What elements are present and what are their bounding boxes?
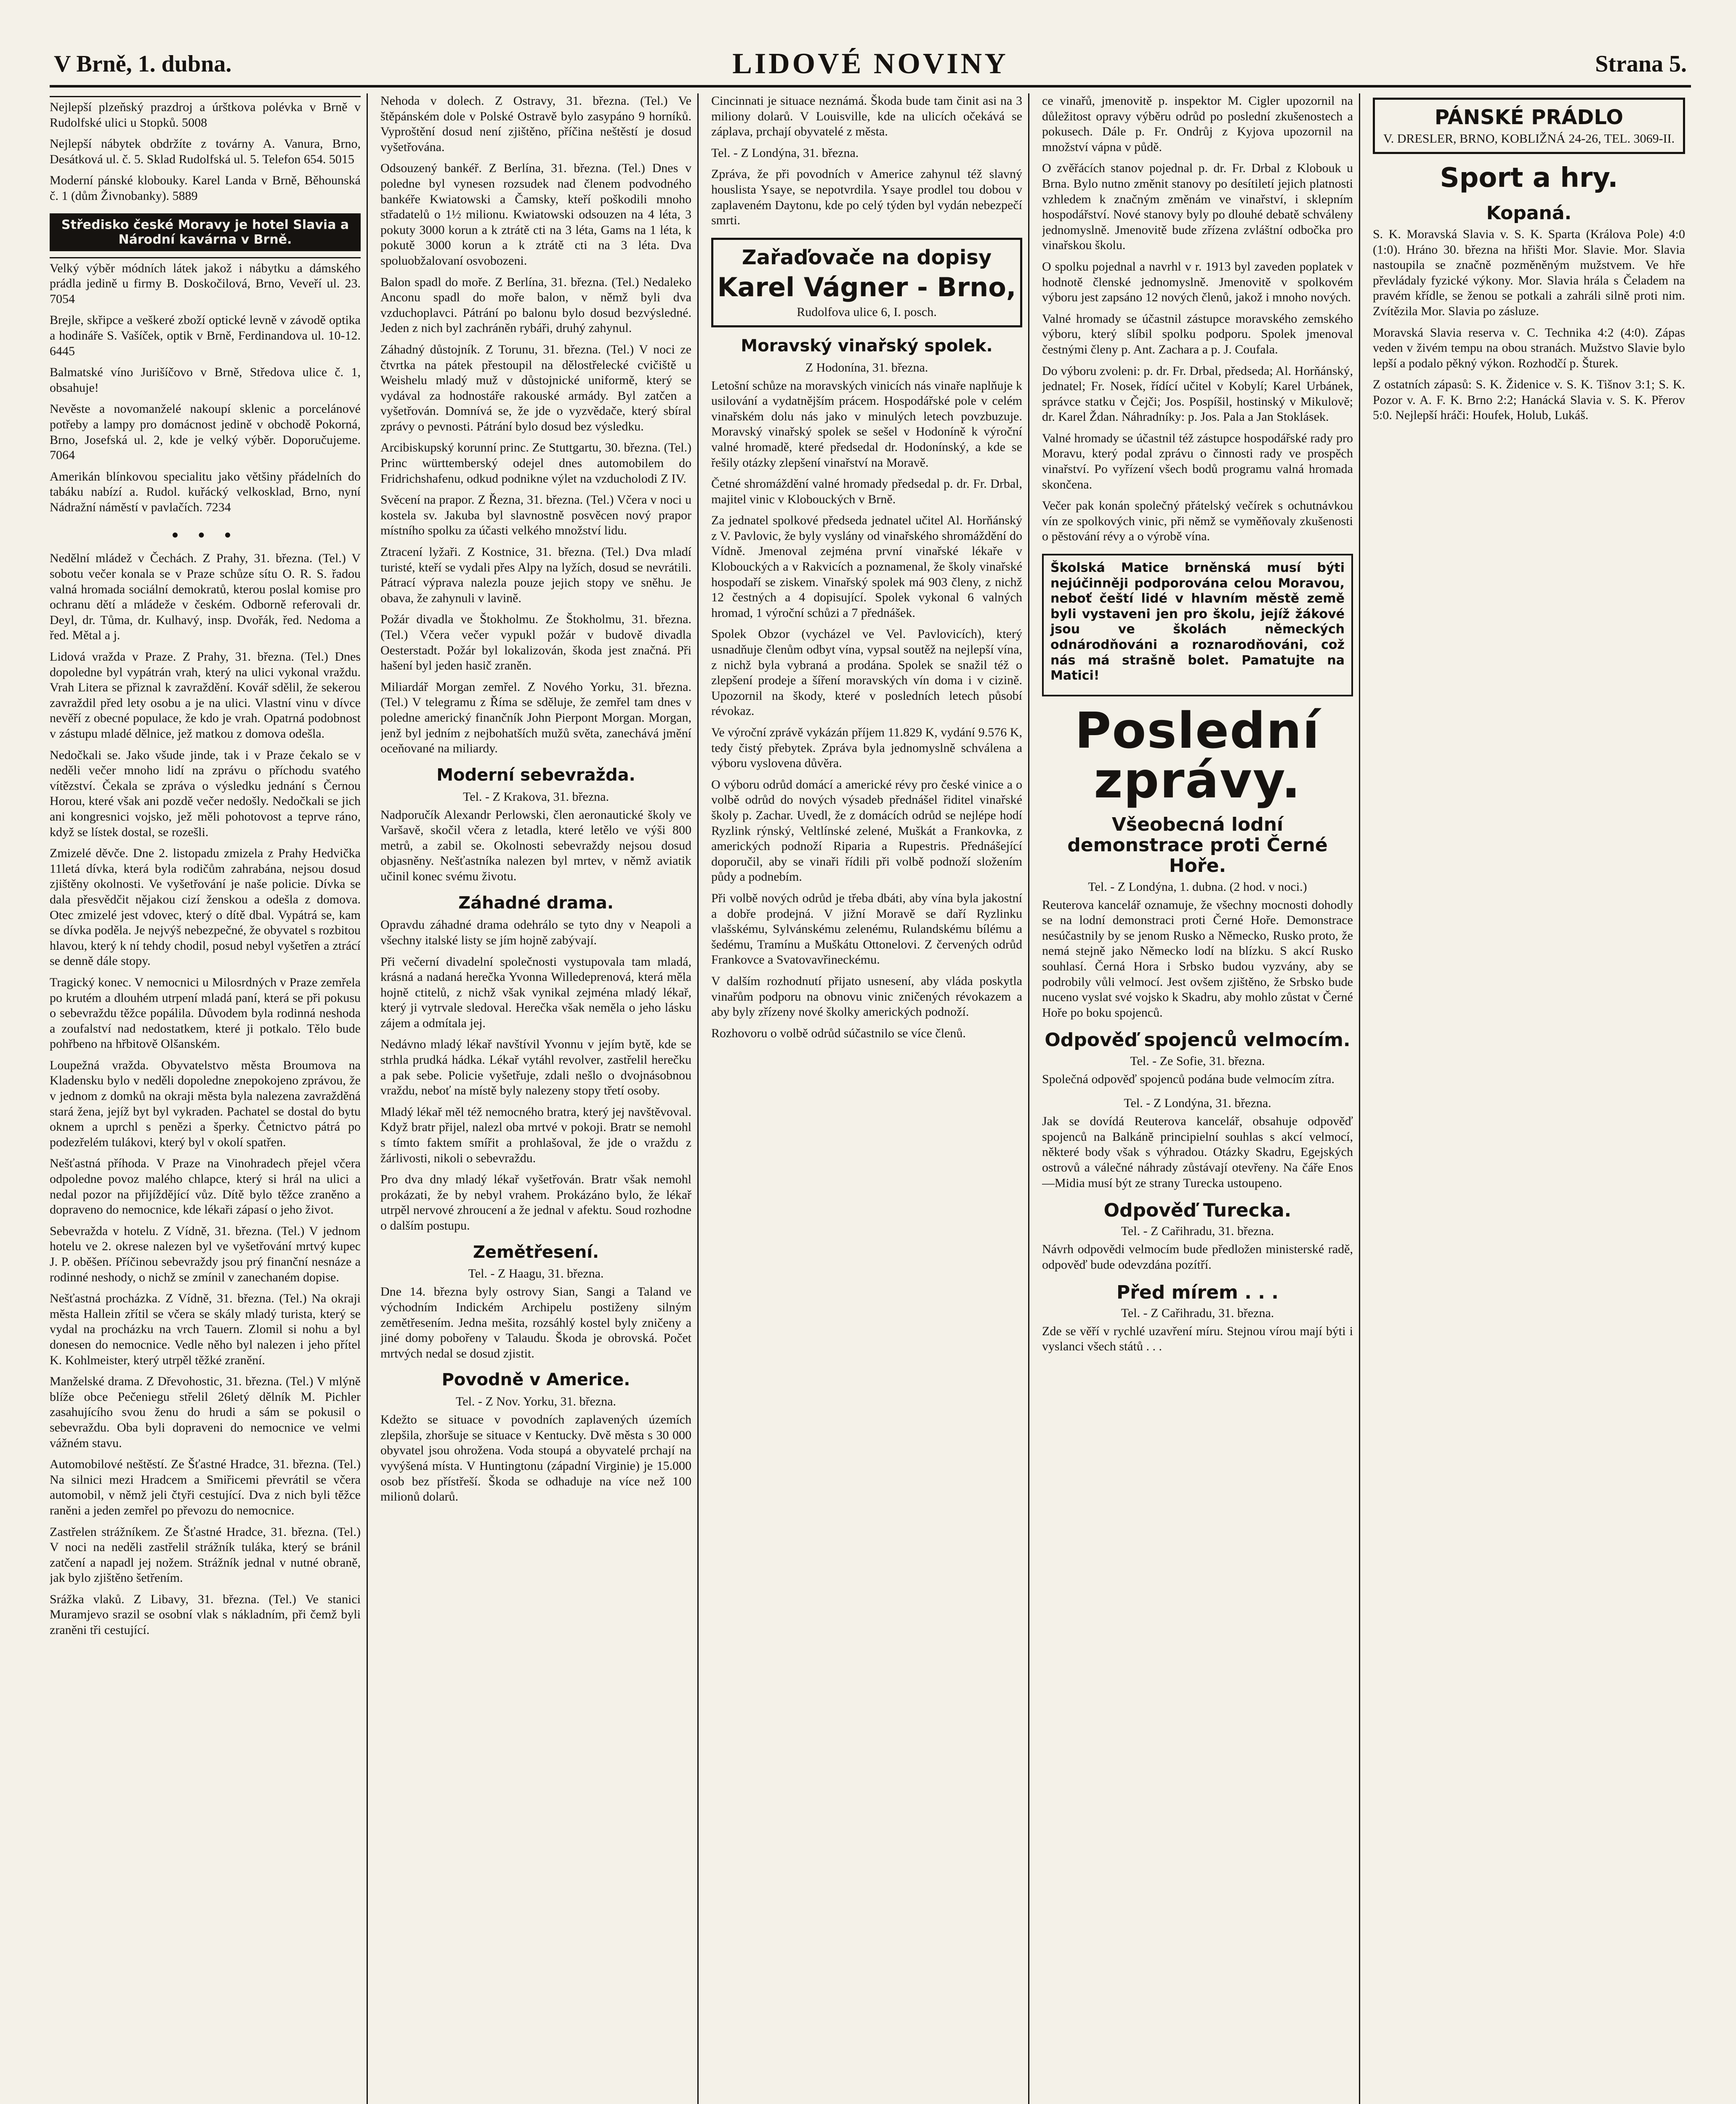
article-paragraph: Ztracení lyžaři. Z Kostnice, 31. března. (Tel.) Dva mladí turisté, kteří se vydali přes Alpy na lyžích, dosud se nevrátili. Pátrací výprava nalezla pouze jejich stopy ve sněhu. Je obava, že zahynuli v lavině. xyxy=(380,545,691,605)
article-dateline: Tel. - Z Londýna, 31. března. xyxy=(1124,1096,1271,1110)
ad-address: V. DRESLER, BRNO, KOBLIŽNÁ 24-26, TEL. 3069-II. xyxy=(1383,132,1675,146)
article-paragraph: Zde se věří v rychlé uzavření míru. Stejnou vírou mají býti i vyslanci všech států . . . xyxy=(1042,1324,1353,1354)
article-headline: Zemětřesení. xyxy=(473,1242,599,1262)
article-subheadline: Odpověď spojenců velmocím. xyxy=(1045,1029,1351,1051)
article-dateline: Z Hodonína, 31. března. xyxy=(805,360,928,375)
article-paragraph: Loupežná vražda. Obyvatelstvo města Broumova na Kladensku bylo v neděli dopoledne znepokojeno zprávou, že v jednom z domků na okraji města byla nalezena zavražděná stará žena, jejíž byt byl vykraden. Pachatel se dostal do bytu oknem a uprchl s penězi a šperky. Četnictvo pátrá po podezřelém tulákovi, který byl v okolí spatřen. xyxy=(50,1058,361,1149)
article-headline: Moderní sebevražda. xyxy=(436,765,635,785)
article-paragraph: Amerikán blínkovou specialitu jako většiny přádelních do tabáku nabízí a. Rudol. kuřácký velkosklad, Brno, nyní Nádražní náměstí v pavlačích. 7234 xyxy=(50,469,361,514)
ad-address: Rudolfova ulice 6, I. posch. xyxy=(797,305,937,319)
article-paragraph: Při volbě nových odrůd je třeba dbáti, aby vína byla jakostní a dobře prodejná. V jižní Moravě se daří Ryzlinku vlašskému, Sylvánskému zelenému, Rulandskému bílému a šedému, Tramínu a Muškátu Ottonelovi. Z červených odrůd Frankovce a Svatovavřineckému. xyxy=(711,891,1022,967)
article-paragraph: Velký výběr módních látek jakož i nábytku a dámského prádla jedině u firmy B. Doskočilová, Brno, Veveří ul. 23. 7054 xyxy=(50,261,361,306)
article xyxy=(50,551,361,1638)
article-paragraph: Do výboru zvoleni: p. dr. Fr. Drbal, předseda; Al. Horňánský, jednatel; Fr. Nosek, řídící učitel v Kobylí; Karel Urbánek, správce statku v Čejči; Jos. Pospíšil, hostinský v Mikulově; dr. Karel Ždan. Náhradníky: p. Jos. Pala a Jan Stoklásek. xyxy=(1042,364,1353,424)
article-paragraph: Moderní pánské klobouky. Karel Landa v Brně, Běhounská č. 1 (dům Živnobanky). 5889 xyxy=(50,173,361,203)
page-number: Strana 5. xyxy=(1595,51,1687,77)
article-dateline: Tel. - Z Cařihradu, 31. března. xyxy=(1121,1306,1274,1320)
article-paragraph: Večer pak konán společný přátelský večírek s ochutnávkou vín ze spolkových vinic, při němž se vyměňovaly zkušenosti o pěstování révy a o výrobě vína. xyxy=(1042,499,1353,544)
article-paragraph: Pro dva dny mladý lékař vyšetřován. Bratr však nemohl prokázati, že by nebyl vrahem. Prokázáno bylo, že lékař utrpěl nervové zhroucení a že jednal v afektu. Soud rozhodne o dalším postupu. xyxy=(380,1172,691,1233)
article-paragraph: ce vinařů, jmenovitě p. inspektor M. Cigler upozornil na důležitost opravy výběru odrůd po poslední zkušenostech a pokusech. Dále p. Fr. Ondrůj z Kyjova upozornil na množství vápna v půdě. xyxy=(1042,94,1353,154)
article xyxy=(380,766,691,885)
column-3 xyxy=(711,93,1029,2104)
article-dateline: Tel. - Ze Sofie, 31. března. xyxy=(1130,1054,1265,1068)
header-dateline: V Brně, 1. dubna. xyxy=(54,51,232,77)
article-dateline: Tel. - Z Krakova, 31. března. xyxy=(463,789,609,804)
article xyxy=(1042,1030,1353,1087)
article-paragraph: Srážka vlaků. Z Libavy, 31. března. (Tel.) Ve stanici Muramjevo srazil se osobní vlak s nákladním, při čemž byli zraněni tři cestující. xyxy=(50,1592,361,1637)
article-paragraph: Z ostatních zápasů: S. K. Židenice v. S. K. Tišnov 3:1; S. K. Pozor v. A. F. K. Brno 2:2; Hanácká Slavia v. S. K. Přerov 5:0. Nejlepší hráči: Houfek, Holub, Lukáš. xyxy=(1373,377,1685,422)
article-paragraph: Moravská Slavia reserva v. C. Technika 4:2 (4:0). Zápas veden v živém tempu na obou stranách. Mužstvo Slavie bylo lepší a podalo pěkný výkon. Rozhodčí p. Šturek. xyxy=(1373,325,1685,370)
article-paragraph: Jak se dovídá Reuterova kancelář, obsahuje odpověď spojenců na Balkáně principielní souhlas s akcí velmocí, některé body však s výhradou. Otázky Skadru, Egejských ostrovů a válečné náhrady zůstávají otevřeny. Na čáře Enos—Midia musí být ze strany Turecka ustoupeno. xyxy=(1042,1114,1353,1190)
article-subheadline: Všeobecná lodní demonstrace proti Černé Hoře. xyxy=(1067,813,1328,877)
article xyxy=(380,1371,691,1504)
article xyxy=(380,93,691,757)
article-paragraph: Požár divadla ve Štokholmu. Ze Štokholmu, 31. března. (Tel.) Včera večer vypukl požár v budově divadla Oesterstadt. Požár byl lokalizován, škoda jest značná. Při hašení byl jeden hasič zraněn. xyxy=(380,612,691,673)
article-paragraph: Nejlepší nábytek obdržíte z továrny A. Vanura, Brno, Desátková ul. č. 5. Sklad Rudolfská ul. 5. Telefon 654. 5015 xyxy=(50,137,361,166)
article-paragraph: Mladý lékař měl též nemocného bratra, který jej navštěvoval. Když bratr přijel, nalezl oba mrtvé v pokoji. Bratr se nemohl s tímto faktem smířit a prohlašoval, že jde o vraždu z žárlivosti, nikoli o sebevraždu. xyxy=(380,1105,691,1165)
article-paragraph: Nešťastná procházka. Z Vídně, 31. března. (Tel.) Na okraji města Hallein zřítil se včera se skály mladý turista, který se vydal na procházku na vrch Tauern. Zlomil si nohu a byl donesen do nemocnice. Vedle něho byl nalezen i jeho přítel K. Kohlmeister, který utrpěl těžké zranění. xyxy=(50,1291,361,1367)
article-subheadline: Kopaná. xyxy=(1486,202,1572,224)
article-paragraph: O spolku pojednal a navrhl v r. 1913 byl zaveden poplatek v hodnotě členské jednomyslně. Jmenovitě v spolkovém výboru jest zapsáno 12 nových členů, jakož i mnoho nových. xyxy=(1042,259,1353,305)
article-paragraph: Nehoda v dolech. Z Ostravy, 31. března. (Tel.) Ve štěpánském dole v Polské Ostravě bylo zasypáno 9 horníků. Vyproštění dosud není zjištěno, příčina neštěstí je dosud vyšetřována. xyxy=(380,94,691,154)
article-subheadline: Odpověď Turecka. xyxy=(1103,1200,1292,1222)
article xyxy=(1373,163,1685,194)
article-paragraph: Nedočkali se. Jako všude jinde, tak i v Praze čekalo se v neděli večer mnoho lidí na zprávu o příchodu svatého vítězství. Čekala se zpráva o výsledku jednání s Černou Horou, které však ani pozdě večer nedošly. Nedočkali se jich ani kongresnici vojsko, jež měli pohotovost a teprve ráno, když se lístek dostal, se rozešli. xyxy=(50,748,361,839)
article-dateline: Tel. - Z Haagu, 31. března. xyxy=(468,1267,604,1281)
article-paragraph: Brejle, skřipce a veškeré zboží optické levně v závodě optika a hodináře S. Vašíček, optik v Brně, Ferdinandova ul. 10-12. 6445 xyxy=(50,313,361,358)
article-paragraph: Valné hromady se účastnil zástupce moravského zemského výboru, který slíbil spolku podporu. Spolek jmenoval čestnými členy p. Ant. Zachara a p. J. Coufala. xyxy=(1042,311,1353,356)
appeal-notice xyxy=(1042,554,1353,696)
classified-ads xyxy=(50,257,361,515)
article-paragraph: Miliardář Morgan zemřel. Z Nového Yorku, 31. března. (Tel.) V telegramu z Říma se sděluje, že zemřel tam dnes v poledne americký finančník John Pierpont Morgan. Morgan, jenž byl jedním z nejbohatších mužů světa, zanechává jmění oceňované na miliardy. xyxy=(380,680,691,756)
article-headline: Povodně v Americe. xyxy=(441,1370,630,1390)
article-paragraph: Balon spadl do moře. Z Berlína, 31. března. (Tel.) Nedaleko Anconu spadl do moře balon, v němž byli dva vzduchoplavci. Pátrání po balonu bylo dosud bezvýsledné. Jeden z nich byl zachráněn rybáři, druhý zahynul. xyxy=(380,275,691,335)
article-paragraph: Svěcení na prapor. Z Řezna, 31. března. (Tel.) Včera v noci u kostela sv. Jakuba byl slavnostně posvěcen nový prapor místního spolku za účasti velkého množství lidu. xyxy=(380,493,691,538)
article-paragraph: Lidová vražda v Praze. Z Prahy, 31. března. (Tel.) Dnes dopoledne byl vypátrán vrah, který na ulici vykonal vraždu. Vrah Litera se přiznal k zavraždění. Kovář sdělil, že sekerou zavraždil před lety osobu a je na ulici. Vlastní vinu v dívce nevěří z obecné populace, že kdo je vrah. Opatrná podobnost v zástupu mladé dělnice, jež matkou z domova odešla. xyxy=(50,650,361,741)
article-paragraph: Četné shromáždění valné hromady předsedal p. dr. Fr. Drbal, majitel vinic v Klobouckých v Brně. xyxy=(711,477,1022,506)
article-paragraph: Tel. - Z Londýna, 31. března. xyxy=(711,146,859,160)
article-columns xyxy=(50,93,1691,2104)
article-paragraph: Spolek Obzor (vycházel ve Vel. Pavlovicích), který usnadňuje členům odbyt vína, vypsal soutěž na nejlepší vína, z nichž byla vybraná a prodána. Spolek se snažil též o zlepšení prodeje a šíření moravských vín doma i v cizině. Upozornil na škody, které v posledních letech působí révokaz. xyxy=(711,627,1022,718)
article xyxy=(380,1243,691,1362)
advertisement-banner: Středisko české Moravy je hotel Slavia a Národní kavárna v Brně. xyxy=(50,213,361,251)
article-paragraph: Školská Matice brněnská musí býti nejúčinněji podporována celou Moravou, neboť čeští lidé v hlavním městě země byli vystaveni jen pro školu, jejíž žákové jsou ve školách německých odnárodňováni a roznarodňováni, což nás má strašně bolet. Pamatujte na Matici! xyxy=(1050,561,1345,683)
classified-ads xyxy=(50,96,361,204)
article-paragraph: Nešťastná příhoda. V Praze na Vinohradech přejel včera odpoledne povoz malého chlapce, který si hrál na ulici a nedal pozor na přijíždějící vůz. Dítě bylo těžce zraněno a dopraveno do nemocnice, kde lékaři zápasí o jeho život. xyxy=(50,1156,361,1217)
article xyxy=(1042,701,1353,809)
article-headline: Sport a hry. xyxy=(1440,162,1618,194)
article-subheadline: Před mírem . . . xyxy=(1116,1281,1279,1303)
article-headline: Poslední zprávy. xyxy=(1074,701,1321,809)
article xyxy=(1042,93,1353,545)
article-paragraph: Opravdu záhadné drama odehrálo se tyto dny v Neapoli a všechny italské listy se jím hojně zabývají. xyxy=(380,918,691,947)
article-paragraph: Odsouzený bankéř. Z Berlína, 31. března. (Tel.) Dnes v poledne byl vynesen rozsudek nad členem podvodného bankéře Kwiatowski a Čamsky, kteří poškodili mnoho střadatelů o 1½ milionu. Kwiatowski odsouzen na 4 léta, 3 pokuty 3000 korun a k ztrátě cti na 3 léta, Gams na 1 léta, k pokutě 3000 korun a k ztrátě cti na 3 léta. Dva spoluobžalovaní osvobozeni. xyxy=(380,161,691,268)
column-1 xyxy=(50,93,368,2104)
article-dateline: Tel. - Z Londýna, 1. dubna. (2 hod. v noci.) xyxy=(1088,879,1307,894)
article-paragraph: Nejlepší plzeňský prazdroj a úrštkova polévka v Brně v Rudolfské ulici u Stopků. 5008 xyxy=(50,100,361,130)
article-paragraph: Ve výroční zprávě vykázán příjem 11.829 K, vydání 9.576 K, tedy čistý přebytek. Zpráva byla jednomyslně schválena a výboru vyslovena důvěra. xyxy=(711,725,1022,770)
article-dateline: Tel. - Z Nov. Yorku, 31. března. xyxy=(456,1395,616,1409)
page-header xyxy=(50,47,1691,88)
article xyxy=(1042,1200,1353,1272)
article-paragraph: Společná odpověď spojenců podána bude velmocím zítra. xyxy=(1042,1072,1335,1086)
article-headline: Moravský vinařský spolek. xyxy=(741,336,993,356)
article-paragraph: Kdežto se situace v povodních zaplavených územích zlepšila, zhoršuje se situace v Kentucky. Dvě města s 30 000 obyvatel jsou ohrožena. Voda stoupá a obyvatelé prchají na vyvýšená místa. V Huntingtonu (západní Virginie) je 15.000 osob bez přístřeší. Škoda se odhaduje na více než 100 milionů dolarů. xyxy=(380,1413,691,1504)
article xyxy=(1042,814,1353,1021)
article-headline: Záhadné drama. xyxy=(458,893,614,913)
article-paragraph: Valné hromady se účastnil též zástupce hospodářské rady pro Moravu, který podal zprávu o činnosti rady ve prospěch vinařství. Po vyřízení všech bodů programu valná hromada skončena. xyxy=(1042,431,1353,491)
article-paragraph: Automobilové neštěstí. Ze Šťastné Hradce, 31. března. (Tel.) Na silnici mezi Hradcem a Smiřicemi převrátil se včera automobil, v němž jeli čtyři cestující. Dva z nich byli těžce raněni a jeden zemřel po převozu do nemocnice. xyxy=(50,1457,361,1517)
advertisement xyxy=(1373,98,1685,154)
article xyxy=(711,93,1022,228)
article-paragraph: O výboru odrůd domácí a americké révy pro české vinice a o volbě odrůd do nových výsadeb přednášel řiditel vinařské školy p. Zachar. Uvedl, že z domácích odrůd se nejlépe hodí Ryzlink rýnský, Veltlínské zelené, Muškát a Frankovka, z amerických podnoží Riparia a Rupestris. Přednášející doporučil, aby se vinaři řídili při volbě podnoží složením půdy a podnebím. xyxy=(711,777,1022,884)
advertisement xyxy=(711,238,1022,327)
column-2 xyxy=(380,93,699,2104)
article xyxy=(1042,1096,1353,1191)
article-paragraph: Zastřelen strážníkem. Ze Šťastné Hradce, 31. března. (Tel.) V noci na neděli zastřelil strážník tuláka, který se bránil zatčení a napadl jej nožem. Strážník jednal v nutné obraně, jak bylo zjištěno šetřením. xyxy=(50,1525,361,1585)
ad-headline: Zařaďovače na dopisy xyxy=(742,245,992,269)
article xyxy=(1042,1282,1353,1355)
article-paragraph: Manželské drama. Z Dřevohostic, 31. března. (Tel.) V mlýně blíže obce Pečeniegu střelil 26letý dělník M. Pichler zasahujícího svou ženu do hrudi a sám se pokusil o sebevraždu. Oba byli dopraveni do nemocnice ve velmi vážném stavu. xyxy=(50,1374,361,1450)
article-paragraph: S. K. Moravská Slavia v. S. K. Sparta (Králova Pole) 4:0 (1:0). Hráno 30. března na hřišti Mor. Slavie. Mor. Slavia nastoupila se značně pozměněným mužstvem. Ve hře převládaly fyzické výkony. Mor. Slavia hrála s Čeladem na pravém křídle, se ženou se potkali a zahráli silně proti nim. Zvítězila Mor. Slavia po zásluze. xyxy=(1373,227,1685,318)
article-paragraph: Nadporučík Alexandr Perlowski, člen aeronautické školy ve Varšavě, skočil včera z letadla, které letělo ve výši 800 metrů, a zabil se. Okolnosti sebevraždy nejsou dosud objasněny. Nešťastníka nalezen byl mrtev, v němž aviatik učinil konec svému životu. xyxy=(380,808,691,883)
ad-company: Karel Vágner - Brno, xyxy=(717,271,1016,303)
article-paragraph: Balmatské víno Jurišíčovo v Brně, Středova ulice č. 1, obsahuje! xyxy=(50,365,361,395)
article-paragraph: Letošní schůze na moravských vinicích nás vinaře naplňuje k usilování a vydatnějším prácem. Hospodářské pole v celém vinařském dolu nás jako v minulých letech povzbuzuje. Moravský vinařský spolek se sešel v Hodoníně k výroční valné hromadě, které předsedal dr. Hodonínský, a kde se řešily otázky zlepšení vinařství na Moravě. xyxy=(711,378,1022,470)
article-paragraph: Záhadný důstojník. Z Torunu, 31. března. (Tel.) V noci ze čtvrtka na pátek přestoupil na dělostřelecké cvičiště u Weishelu mladý muž v důstojnické uniformě, který se vydával za hodnostáře rakouské armády. Byl zatčen a vyšetřován. Domnívá se, že jde o vyzvědače, který sbíral zprávy o pevnosti. Pátrání bylo dosud bez výsledku. xyxy=(380,342,691,433)
article-paragraph: Arcibiskupský korunní princ. Ze Stuttgartu, 30. března. (Tel.) Princ württemberský odejel dnes automobilem do Fridrichshafenu, odkud podnikne výlet na vzducholodi Z IV. xyxy=(380,441,691,486)
article-paragraph: Při večerní divadelní společnosti vystupovala tam mladá, krásná a nadaná herečka Yvonna Willedeprenová, která měla hojně ctitelů, z nichž však vynikal zejména mladý lékař, který ji vytrvale sledoval. Herečka však neměla o jeho lásku zájem a odmítala jej. xyxy=(380,954,691,1030)
article-paragraph: Cincinnati je situace neznámá. Škoda bude tam činit asi na 3 miliony dolarů. V Louisville, kde na ulicích očekává se záplava, prchají obyvatelé z města. xyxy=(711,94,1022,139)
article-paragraph: Rozhovoru o volbě odrůd súčastnilo se více členů. xyxy=(711,1026,966,1040)
article-dateline: Tel. - Z Cařihradu, 31. března. xyxy=(1121,1224,1274,1238)
article xyxy=(711,337,1022,1041)
article-paragraph: O zvěřácích stanov pojednal p. dr. Fr. Drbal z Klobouk u Brna. Bylo nutno změnit stanovy po desítiletí jejich platnosti vzhledem k značným změnám ve vinařství, i sklepním hospodářství. Nové stanovy byly po dlouhé debatě schváleny jednomyslně. Jmenovitě bude zřízena zvláštní odbočka pro vinařskou školu. xyxy=(1042,161,1353,252)
article-paragraph: Zpráva, že při povodních v Americe zahynul též slavný houslista Ysaye, se nepotvrdila. Ysaye prodlel tou dobou v zaplaveném Daytonu, kde po celý týden byl vydán nebezpečí smrti. xyxy=(711,167,1022,228)
article-paragraph: Nevěste a novomanželé nakoupí sklenic a porcelánové potřeby a lampy pro domácnost jedině v obchodě Pokorná, Brno, Josefská ul. 2, kde je velký výběr. Doporučujeme. 7064 xyxy=(50,402,361,462)
article-paragraph: Nedělní mládež v Čechách. Z Prahy, 31. března. (Tel.) V sobotu večer konala se v Praze schůze sítu O. R. S. řadou valná hromada sociální demokratů, kterou poslal komise pro ochranu dětí a mládeže v českém. Odborně referovali dr. Deyl, dr. Tůma, dr. Kulhavý, insp. Dvořák, řed. Nedoma a řed. Mětal a j. xyxy=(50,551,361,643)
article-paragraph: V dalším rozhodnutí přijato usnesení, aby vláda poskytla vinařům podporu na obnovu vinic zničených révokazem a aby byly zřízeny nové školky amerických podnoží. xyxy=(711,974,1022,1019)
article-paragraph: Za jednatel spolkové předseda jednatel učitel Al. Horňánský z V. Pavlovic, že byly vyslány od vinařského shromáždění do Vídně. Jmenoval zejména první vinařské lékaře v Klobouckých a v Rakvicích a poznamenal, že školy vinařské hospodaří se ziskem. Vinařský spolek má 903 členy, z nichž 12 čestných a 4 dopisující. Spolek vykonal 6 valných hromad, 1 výroční schůzi a 7 přednášek. xyxy=(711,513,1022,620)
article xyxy=(380,894,691,1234)
column-4 xyxy=(1042,93,1360,2104)
article-paragraph: Reuterova kancelář oznamuje, že všechny mocnosti dohodly se na lodní demonstraci proti Černé Hoře. Demonstrace nesúčastnily by se jenom Rusko a Německo, Rusko proto, že nemá stejně jako Německo lodí na blízku. S akcí Rusko souhlasí. Černá Hora i Srbsko budou vyzvány, aby se podrobily vůli velmocí. Jest ovšem zjištěno, že Srbsko bude nuceno vyslat své vojsko k Skadru, aby mohlo zůstat v Černé Hoře po boku spojenců. xyxy=(1042,898,1353,1020)
article-paragraph: Nedávno mladý lékař navštívil Yvonnu v jejím bytě, kde se strhla prudká hádka. Lékař vytáhl revolver, zastřelil herečku a pak sebe. Policie vyšetřuje, zdali nešlo o dvojnásobnou vraždu, neboť na místě byly nalezeny stopy třetí osoby. xyxy=(380,1037,691,1098)
column-5 xyxy=(1373,93,1691,2104)
article-paragraph: Zmizelé děvče. Dne 2. listopadu zmizela z Prahy Hedvička 11letá dívka, která byla rodičům zahrabána, nejsou dosud zjištěny okolnosti. Ve vyšetřování je naše policie. Dívka se dala přesvědčit nějakou cizí ženskou a odešla z domova. Otec zmizelé jest vdovec, který o dítě dbal. Vypátrá se, kam se dívka poděla. Je nejvýš nebezpečné, že obyvatel s rozbitou hlavou, který k ní tehdy chodil, posud nebyl vyšetřen a ztrácí se denně dále stopy. xyxy=(50,846,361,968)
masthead: LIDOVÉ NOVINY xyxy=(732,48,1008,80)
article-paragraph: Dne 14. března byly ostrovy Sian, Sangi a Taland ve východním Indickém Archipelu postiženy silným zemětřesením. Jedna mešita, rozsáhlý kostel byly zničeny a jiné domy pobořeny v Talaudu. Škoda je obrovská. Počet mrtvých nedal se dosud zjistit. xyxy=(380,1285,691,1360)
ad-headline: PÁNSKÉ PRÁDLO xyxy=(1434,106,1624,129)
article-paragraph: Sebevražda v hotelu. Z Vídně, 31. března. (Tel.) V jednom hotelu ve 2. okrese nalezen byl ve vyšetřování mrtvý kupec J. P. oběšen. Příčinou sebevraždy jsou prý finanční nesnáze a rodinné neshody, o nichž se zmínil v zanechaném dopise. xyxy=(50,1224,361,1284)
section-divider: • • • xyxy=(172,525,239,546)
article xyxy=(1373,203,1685,423)
article-paragraph: Tragický konec. V nemocnici u Milosrdných v Praze zemřela po krutém a dlouhém utrpení mladá paní, která se při pokusu o sebevraždu těžce popálila. Důvodem byla rodinná neshoda a zoufalství nad nedostatkem, které ji potkalo. Tělo bude pohřbeno na hřbitově Olšanském. xyxy=(50,975,361,1051)
article-paragraph: Návrh odpovědi velmocím bude předložen ministerské radě, odpověď bude odevzdána pozítří. xyxy=(1042,1242,1353,1272)
